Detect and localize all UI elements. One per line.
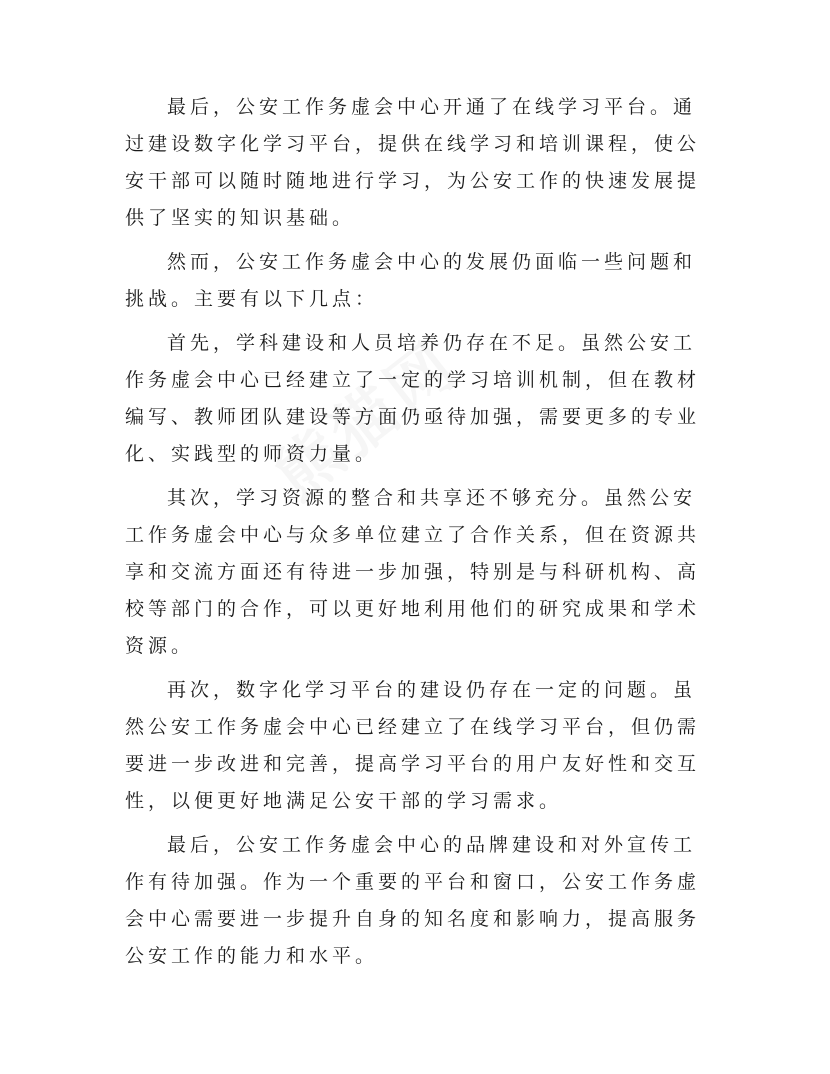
document-body — [125, 89, 703, 982]
paragraph-third-issue: 再次，数字化学习平台的建设仍存在一定的问题。虽然公安工作务虚会中心已经建立了在线学习平台，但仍需要进一步改进和完善，提高学习平台的用户友好性和交互性，以便更好地满足公安干部的学习需求。 — [125, 679, 701, 812]
paragraph-online-platform: 最后，公安工作务虚会中心开通了在线学习平台。通过建设数字化学习平台，提供在线学习和培训课程，使公安干部可以随时随地进行学习，为公安工作的快速发展提供了坚实的知识基础。 — [125, 96, 701, 229]
paragraph-final-issue: 最后，公安工作务虚会中心的品牌建设和对外宣传工作有待加强。作为一个重要的平台和窗口，公安工作务虚会中心需要进一步提升自身的知名度和影响力，提高服务公安工作的能力和水平。 — [125, 834, 701, 967]
paragraph-first-issue: 首先，学科建设和人员培养仍存在不足。虽然公安工作务虚会中心已经建立了一定的学习培训机制，但在教材编写、教师团队建设等方面仍亟待加强，需要更多的专业化、实践型的师资力量。 — [125, 332, 701, 465]
paragraph-second-issue: 其次，学习资源的整合和共享还不够充分。虽然公安工作务虚会中心与众多单位建立了合作关系，但在资源共享和交流方面还有待进一步加强，特别是与科研机构、高校等部门的合作，可以更好地利用他们的研究成果和学术资源。 — [125, 487, 701, 657]
paragraph-challenges-intro: 然而，公安工作务虚会中心的发展仍面临一些问题和挑战。主要有以下几点： — [125, 251, 697, 310]
